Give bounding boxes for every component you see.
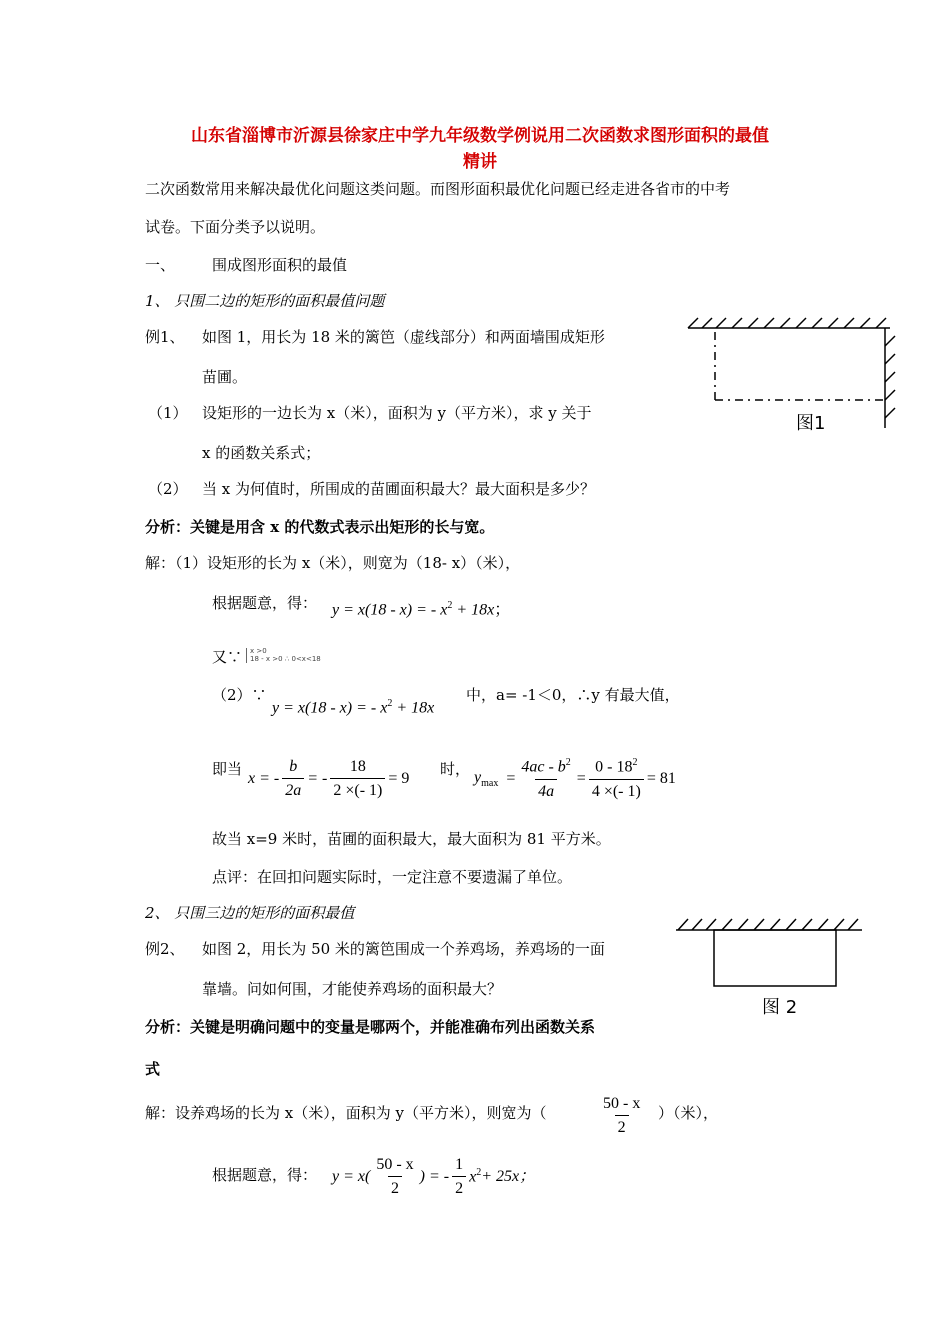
- question2-number: （2）: [148, 480, 188, 498]
- solution1-equation: y = x(18 - x) = - $x^2 + 18x$；: [332, 600, 511, 619]
- solution1-part2-equation: y = x(18 - x) = - $x^2 + 18x$: [272, 698, 435, 717]
- solution2-equation: y = x( $\frac{50 - x}{2}$ ) = - $\frac{1}{2}$ $x^2$ + 25x；: [332, 1156, 536, 1198]
- solution1-time-word: 时，: [440, 760, 471, 778]
- figure2-fence: [714, 930, 836, 986]
- solution1-domain-system: x >0 18 - x >0 ∴ 0<x<18: [246, 648, 321, 663]
- doc-title-line1: 山东省淄博市沂源县徐家庄中学九年级数学例说用二次函数求图形面积的最值: [191, 126, 769, 146]
- doc-title-line2: 精讲: [463, 152, 497, 172]
- analysis2-line1: 分析：关键是明确问题中的变量是哪两个，并能准确布列出函数关系: [145, 1018, 596, 1036]
- question1-line2: x 的函数关系式；: [202, 444, 321, 462]
- section1-heading: 围成图形面积的最值: [212, 256, 348, 274]
- solution1-vertex-formula: x = - $\frac{b}{2a}$ = - $\frac{18}{2 \times(- 1)}$ = 9: [248, 758, 410, 800]
- solution1-part2-prefix: （2）∵: [212, 686, 267, 704]
- analysis2-line2: 式: [145, 1060, 161, 1078]
- question1-line1: 设矩形的一边长为 x（米），面积为 y（平方米），求 y 关于: [202, 404, 592, 422]
- question2-text: 当 x 为何值时，所围成的苗圃面积最大？最大面积是多少？: [202, 480, 595, 498]
- solution2-width-fraction: $\frac{50 - x}{2}$: [603, 1095, 641, 1137]
- solution1-part2-suffix: 中，a= -1＜0，∴y 有最大值，: [466, 686, 680, 704]
- example1-line2: 苗圃。: [202, 368, 248, 386]
- solution2-basis-label: 根据题意，得：: [212, 1166, 318, 1184]
- subsection2-heading: 2、 只围三边的矩形的面积最值: [145, 904, 355, 922]
- analysis1-text: 分析：关键是用含 x 的代数式表示出矩形的长与宽。: [145, 518, 495, 536]
- solution1-basis-label: 根据题意，得：: [212, 594, 318, 612]
- question1-number: （1）: [148, 404, 188, 422]
- figure1-diagram: [680, 310, 900, 440]
- solution1-comment: 点评：在回扣问题实际时，一定注意不要遗漏了单位。: [212, 868, 573, 886]
- solution1-vertex-prefix: 即当: [212, 760, 243, 778]
- example2-line2: 靠墙。问如何围，才能使养鸡场的面积最大？: [202, 980, 503, 998]
- figure2-diagram: [672, 910, 867, 990]
- example1-line1: 如图 1，用长为 18 米的篱笆（虚线部分）和两面墙围成矩形: [202, 328, 605, 346]
- solution1-domain-label: 又∵: [212, 648, 243, 666]
- example2-label: 例2、: [145, 940, 185, 958]
- solution2-line1-start: 解：设养鸡场的长为 x（米），面积为 y（平方米），则宽为（: [145, 1104, 547, 1122]
- section1-number: 一、: [145, 256, 176, 274]
- figure2-wall: [676, 919, 862, 930]
- solution1-conclusion: 故当 x=9 米时，苗圃的面积最大，最大面积为 81 平方米。: [212, 830, 611, 848]
- figure2-caption: 图 2: [762, 997, 798, 1018]
- example2-line1: 如图 2，用长为 50 米的篱笆围成一个养鸡场，养鸡场的一面: [202, 940, 605, 958]
- solution1-line1: 解：（1）设矩形的长为 x（米），则宽为（18- x）（米），: [145, 554, 521, 572]
- figure1-right-wall: [885, 328, 895, 428]
- figure1-fence: [715, 332, 885, 400]
- solution1-ymax-formula: $y_{max}$ = $\frac{4ac - b^2}{4a}$ = $\frac{0 - 18^2}{4 \times(- 1)}$ = 81: [474, 757, 676, 800]
- subsection1-heading: 1、 只围二边的矩形的面积最值问题: [145, 292, 385, 310]
- figure1-top-wall: [688, 318, 890, 328]
- example1-label: 例1、: [145, 328, 185, 346]
- solution2-line1-end: ）（米），: [658, 1104, 719, 1122]
- figure1-caption: 图1: [796, 413, 826, 434]
- intro-line2: 试卷。下面分类予以说明。: [145, 218, 326, 236]
- intro-line1: 二次函数常用来解决最优化问题这类问题。而图形面积最优化问题已经走进各省市的中考: [145, 180, 731, 198]
